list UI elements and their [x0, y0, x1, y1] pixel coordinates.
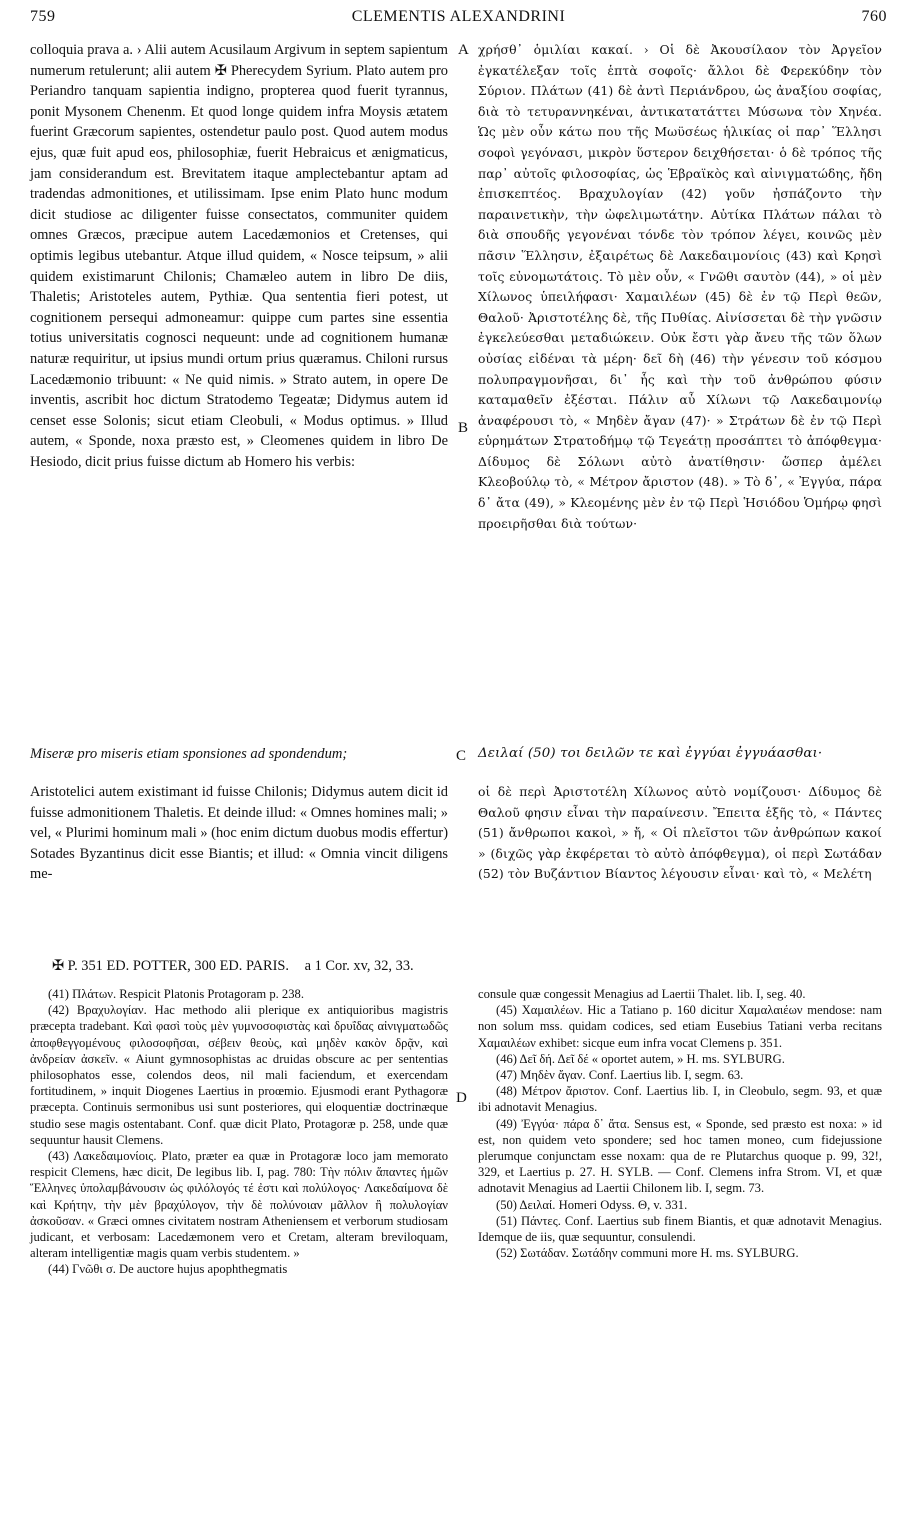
verse-greek: Δειλαί (50) τοι δειλῶν τε καὶ ἐγγύαι ἐγγυάασθαι· [478, 746, 823, 761]
latin-continuation-text: Aristotelici autem existimant id fuisse Chilonis; Didymus autem dicit id fuisse admonitionem Thaletis. Et deinde illud: « Omnes homines mali; » vel, « Plurimi hominum mali » (hoc enim dictum duobus modis effertur) Sotades Byzantinus dicit esse Biantis; et illud: « Omnia vincit diligens me- [30, 784, 448, 883]
footnote: (47) Μηδὲν ἄγαν. Conf. Laertius lib. I, segm. 63. [496, 1068, 744, 1083]
running-title: CLEMENTIS ALEXANDRINI [351, 8, 566, 25]
footnote: (43) Λακεδαιμονίοις. Plato, præter ea quæ in Protagoræ loco jam memorato respicit Clemens, hæc dicit, De legibus lib. I, pag. 780: Τὴν πόλιν ἅπαντες ἡμῶν Ἕλληνες ὑπολαμβάνουσιν ὡς φιλόλογός τέ ἐστι καὶ πολύλογος· Λακεδαίμονα δὲ καὶ Κρήτην, τὴν μὲν βραχύλογον, τὴν δὲ πολύνοιαν μᾶλλον ἢ πολυλογίαν ἀσκοῦσαν. « Græci omnes civitatem nostram Atheniensem et verborum studiosam judicant, et verbosam: Lacedæmonem vero et Cretam, alteram breviloquam, alteram intelligentiæ magis quam verbis studentem. » [30, 1149, 448, 1261]
footnote: (45) Χαμαιλέων. Hic a Tatiano p. 160 dicitur Χαμαλαιέων mendose: nam non solum mss. quidam codices, sed etiam Eusebius Tatiani verba recitans Χαμαιλέων exhibet: sicque eum infra vocat Clemens p. 351. [478, 1003, 882, 1050]
footnote: (51) Πάντες. Conf. Laertius sub finem Biantis, et quæ adnotavit Menagius. Idemque de iis, quæ sequuntur, consulendi. [478, 1213, 882, 1245]
latin-continuation [30, 782, 448, 885]
margin-marker-c: C [456, 748, 467, 764]
greek-continuation [478, 782, 882, 885]
page-header [30, 8, 887, 32]
margin-marker-a: A [458, 42, 469, 58]
latin-column [30, 40, 448, 472]
verse-latin: Miseræ pro miseris etiam sponsiones ad spondendum; [30, 746, 348, 762]
page-number-left: 759 [30, 8, 56, 25]
edition-reference-line [52, 958, 887, 975]
footnote: (41) Πλάτων. Respicit Platonis Protagoram p. 238. [48, 987, 304, 1001]
margin-marker-d: D [456, 1090, 467, 1106]
footnote: (52) Σωτάδαν. Σωτάδην communi more H. ms. SYLBURG. [496, 1246, 799, 1261]
footnotes-right [478, 986, 882, 1261]
footnote: (48) Μέτρον ἄριστον. Conf. Laertius lib. I, in Cleobulo, segm. 93, et quæ ibi adnotavit Menagius. [478, 1084, 882, 1115]
footnote: (42) Βραχυλογίαν. Hac methodo alii plerique ex antiquioribus magistris præcepta tradebant. Καὶ φασὶ τοὺς μὲν γυμνοσοφιστὰς καὶ δρυΐδας αἰνιγματωδῶς ἀποφθεγγομένους φιλοσοφῆσαι, σέβειν θεοὺς, καὶ μηδὲν κακὸν δρᾷν, καὶ ἀνδρείαν ἀσκεῖν. « Aiunt gymnosophistas ac druidas obscure ac per sententias philosophatos esse, colendos deos, nil mali faciendum, et exercendam fortitudinem, » inquit Diogenes Laertius in proœmio. Ejusmodi erant Pythagoræ præcepta. Continuis sermonibus usi sunt posteriores, qui eloquentiæ doctrinæque studio sese magis ostentabant. Conf. quæ dicit Plato, Protagoræ p. 258, unde quæ sequuntur hausit Clemens. [30, 1003, 448, 1147]
margin-marker-b: B [458, 420, 469, 436]
footnote: consule quæ congessit Menagius ad Laertii Thalet. lib. I, seg. 40. [478, 987, 806, 1001]
latin-text: colloquia prava a. › Alii autem Acusilaum Argivum in septem sapientum numerum retulerunt; alii autem ✠ Pherecydem Syrium. Plato autem pro Periandro tanquam sapientia indigno, propterea quod fuerit tyrannus, ponit Mysonem Chenenm. Et quod longe quidem infra Moysis ætatem fuerint Græcorum sapientes, ostendetur paulo post. Quod autem modus ejus, quæ fuit apud eos, philosophiæ, fuerit Hebraicus et ænigmaticus, jam considerandum est. Brevitatem itaque amplectebantur aptam ad tradendas admonitiones, et utilissimam. Ipse enim Plato hunc modum dicit studiose ac diligenter fuisse consectatos, communiter quidem omnes Græcos, præcipue autem Lacedæmonios et Cretenses, qui optimis legibus utebantur. Atque illud quidem, « Nosce teipsum, » alii quidem existimarunt Chilonis; Chamæleo autem in libro De diis, Thaletis; Aristoteles autem, Pythiæ. Qua sententia fieri potest, ut cognitionem persequi admoneamur: quippe cum partes sine essentia totius universitatis cognosci nequeunt: unde ad cognitionem humanæ naturæ requiritur, ut ipsius mundi ortum prius quæramus. Chiloni rursus Lacedæmonio tribuunt: « Ne quid nimis. » Strato autem, in opere De inventis, ascribit hoc dictum Stratodemo Tegeatæ; Didymus autem id censet esse Solonis; sicut etiam Cleobuli, « Modus optimus. » Illud autem, « Sponde, noxa præsto est, » Cleomenes quidem in libro De Hesiodo, dicit prius fuisse dictum ab Homero his verbis: [30, 42, 448, 470]
footnote: (44) Γνῶθι σ. De auctore hujus apophthegmatis [48, 1262, 288, 1277]
footnote: (46) Δεῖ δή. Δεῖ δέ « oportet autem, » H. ms. SYLBURG. [496, 1051, 785, 1066]
scripture-reference: a 1 Cor. xv, 32, 33. [304, 958, 414, 974]
greek-continuation-text: οἱ δὲ περὶ Ἀριστοτέλη Χίλωνος αὐτὸ νομίζουσι· Δίδυμος δὲ Θαλοῦ φησιν εἶναι τὴν παραίνεσιν. Ἔπειτα ἑξῆς τὸ, « Πάντες (51) ἄνθρωποι κακοὶ, » ἤ, « Οἱ πλεῖστοι τῶν ἀνθρώπων κακοί » (διχῶς γὰρ ἐκφέρεται τὸ αὐτὸ ἀπόφθεγμα), οἱ περὶ Σωτάδαν (52) τὸν Βυζάντιον Βίαντος λέγουσιν εἶναι· καὶ τὸ, « Μελέτη [478, 784, 882, 882]
footnotes-left [30, 986, 448, 1278]
greek-text: χρήσθ᾽ ὁμιλίαι κακαί. › Οἱ δὲ Ἀκουσίλαον τὸν Ἀργεῖον ἐγκατέλεξαν τοῖς ἑπτὰ σοφοῖς· ἄλλοι δὲ Φερεκύδην τὸν Σύριον. Πλάτων (41) δὲ ἀντὶ Περιάνδρου, ὡς ἀναξίου σοφίας, διὰ τὸ τετυραννηκέναι, ἀντικατατάττει Μύσωνα τὸν Χηνέα. Ὡς μὲν οὖν κάτω που τῆς Μωϋσέως ἡλικίας οἱ παρ᾽ Ἕλλησι σοφοὶ γεγόνασι, μικρὸν ὕστερον δειχθήσεται· ὁ δὲ τρόπος τῆς παρ᾽ αὐτοῖς φιλοσοφίας, ὡς Ἑβραϊκὸς καὶ αἰνιγματώδης, ἤδη ἐπισκεπτέος. Βραχυλογίαν (42) γοῦν ἠσπάζοντο τὴν παραινετικὴν, τὴν ὠφελιμωτάτην. Αὐτίκα Πλάτων πάλαι τὸ διὰ σπουδῆς γεγονέναι τόνδε τὸν τρόπον λέγει, κοινῶς μὲν πᾶσιν Ἕλλησιν, ἐξαιρέτως δὲ Λακεδαιμονίοις (43) καὶ Κρησὶ τοῖς εὐνομωτάτοις. Τὸ μὲν οὖν, « Γνῶθι σαυτὸν (44), » οἱ μὲν Χίλωνος ὑπειλήφασι· Χαμαιλέων (45) δὲ ἐν τῷ Περὶ θεῶν, Θαλοῦ· Ἀριστοτέλης δὲ, τῆς Πυθίας. Αἰνίσσεται δὲ τὴν γνῶσιν ἐγκελεύεσθαι μεταδιώκειν. Οὐκ ἔστι γὰρ ἄνευ τῆς τῶν ὅλων οὐσίας εἰδέναι τὰ μέρη· δεῖ δὴ (46) τὴν γένεσιν τοῦ κόσμου πολυπραγμονῆσαι, δι᾽ ἧς καὶ τὴν τοῦ ἀνθρώπου φύσιν καταμαθεῖν ἐξέσται. Πάλιν αὖ Χίλωνι τῷ Λακεδαιμονίῳ ἀναφέρουσι τὸ, « Μηδὲν ἄγαν (47)· » Στράτων δὲ ἐν τῷ Περὶ εὑρημάτων Στρατοδήμῳ τῷ Τεγεάτῃ προσάπτει τὸ ἀπόφθεγμα· Δίδυμος δὲ Σόλωνι αὐτὸ ἀνατίθησιν· ὥσπερ ἀμέλει Κλεοβούλῳ τὸ, « Μέτρον ἄριστον (48). » Τὸ δ᾽, « Ἐγγύα, πάρα δ᾽ ἄτα (49), » Κλεομένης μὲν ἐν τῷ Περὶ Ἡσιόδου Ὁμήρῳ φησὶ προειρῆσθαι διὰ τούτων· [478, 42, 882, 531]
edition-reference: ✠ P. 351 ED. POTTER, 300 ED. PARIS. [52, 958, 290, 974]
page-number-right: 760 [861, 8, 887, 25]
greek-column [478, 40, 882, 534]
footnote: (49) Ἐγγύα· πάρα δ᾽ ἄτα. Sensus est, « Sponde, sed præsto est noxa: » id est, non quidem veto spondere; sed hoc tamen moneo, cum fidejussione plerumque conjunctam esse noxam: qua de re Plutarchus quoque p. 99, 32!, 329, et Laertius p. 27. H. SYLB. — Conf. Clemens infra Strom. VI, et quæ adnotavit Menagius ad Laertii Chilonem lib. I, segm. 73. [478, 1116, 882, 1196]
footnote: (50) Δειλαί. Homeri Odyss. Θ, v. 331. [496, 1197, 688, 1212]
